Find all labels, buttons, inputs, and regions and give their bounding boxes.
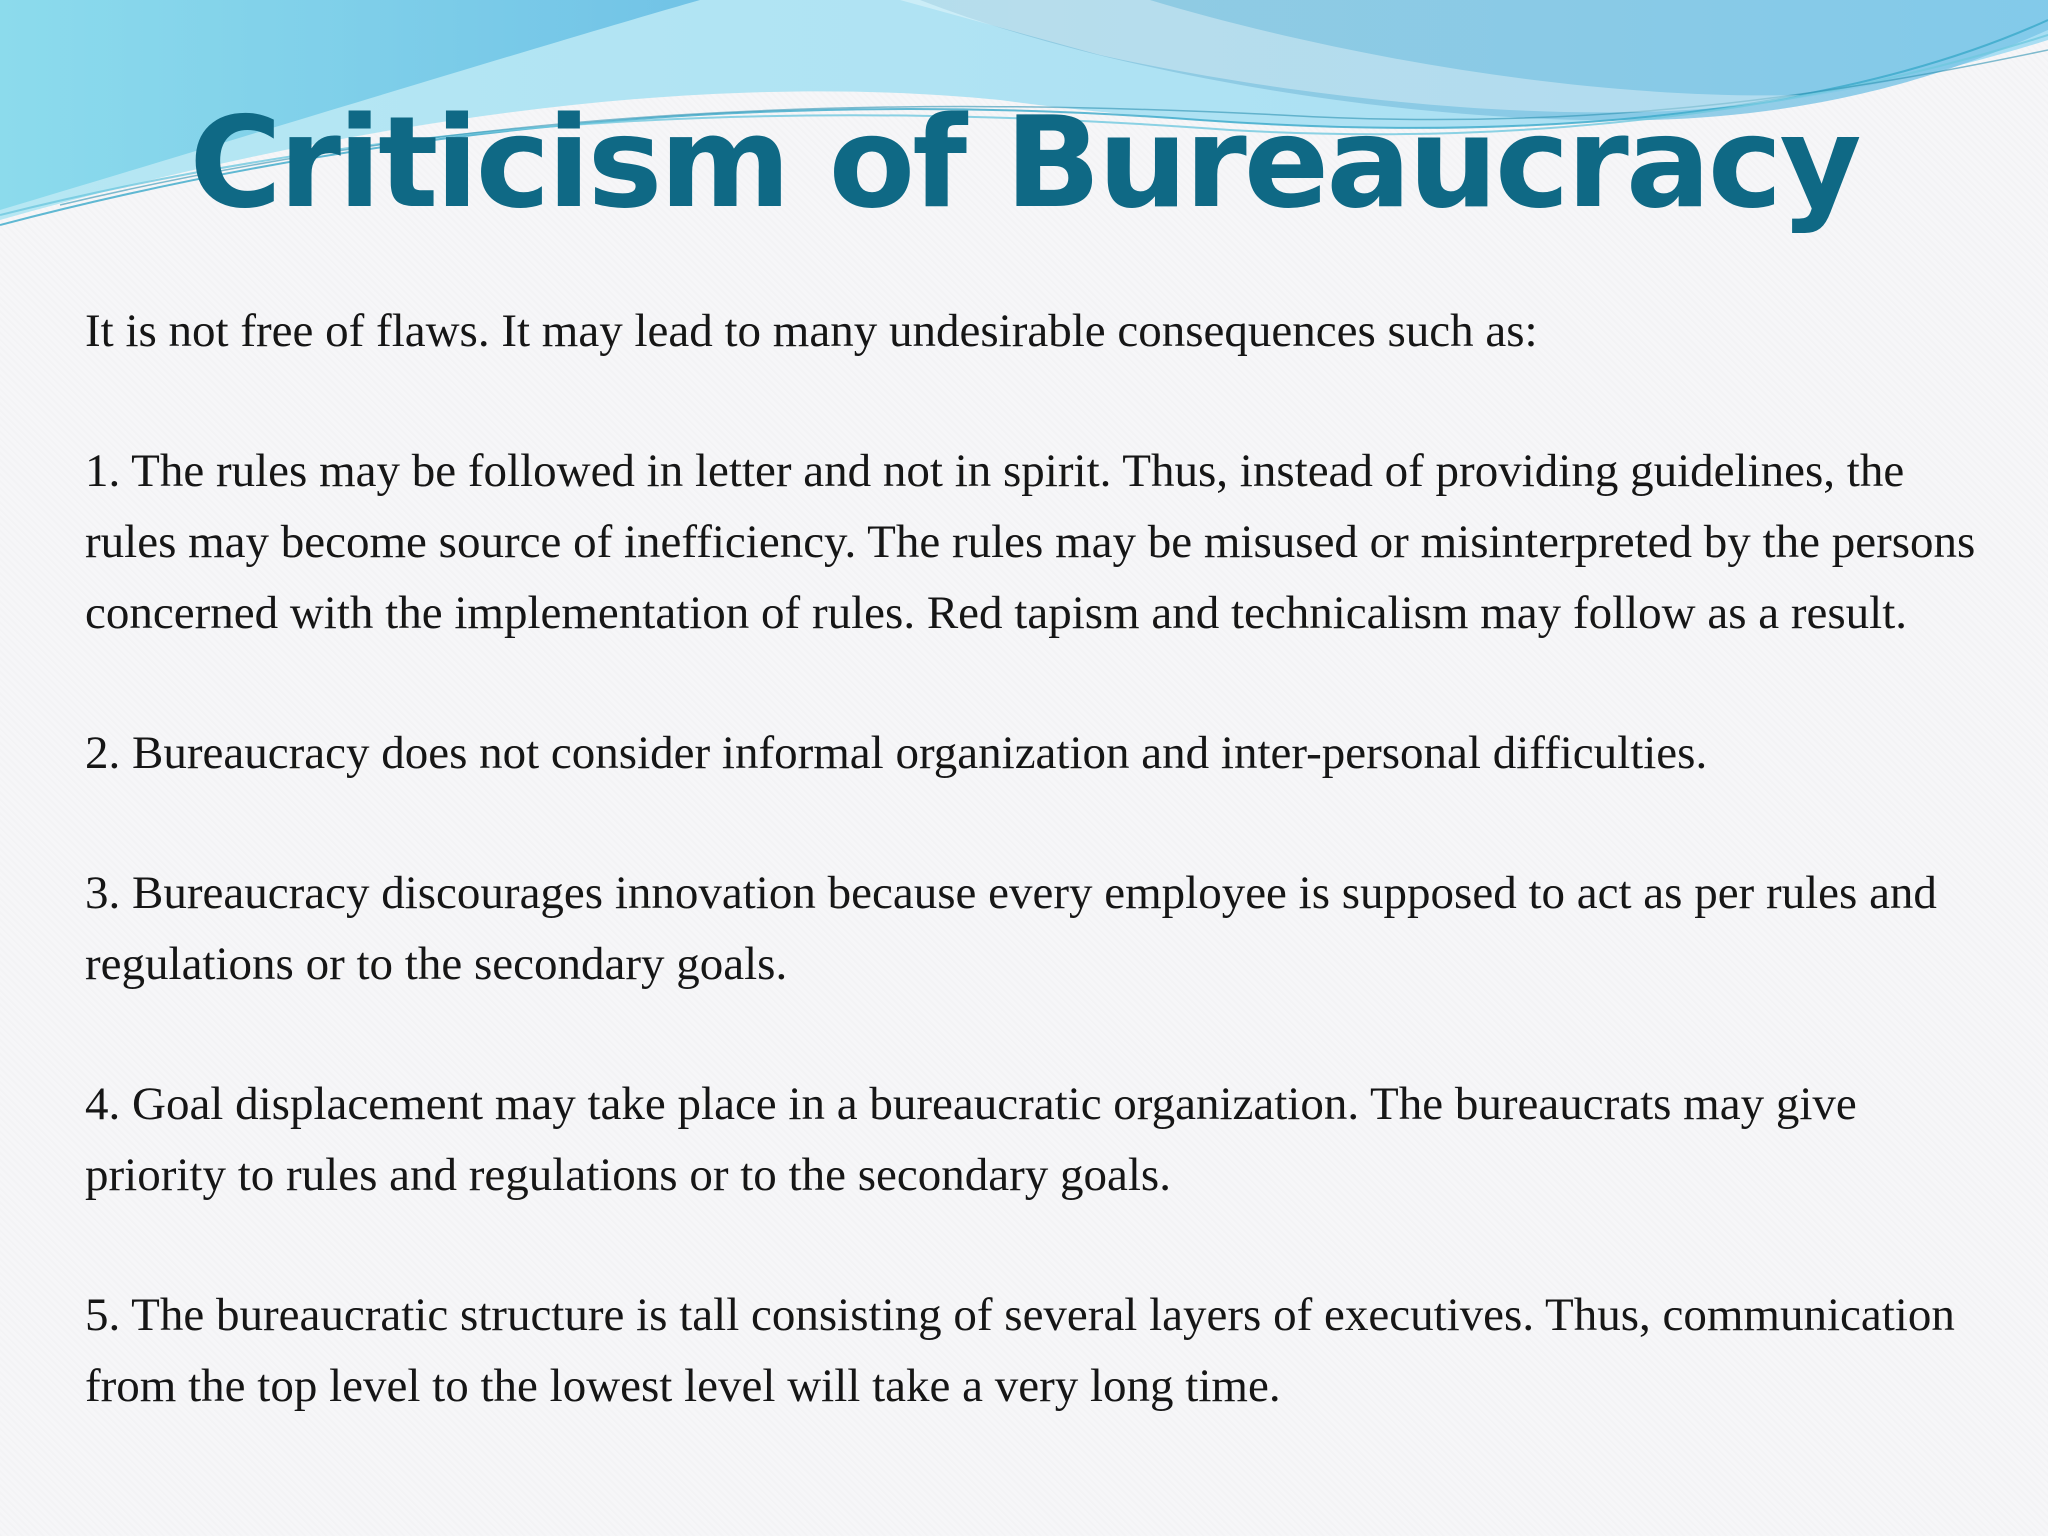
list-item: 1. The rules may be followed in letter and not in spirit. Thus, instead of providing guidelines, the rules may become source of inefficiency. The rules may be misused or misinterpreted by the persons concerned with the implementation of rules. Red tapism and technicalism may follow as a result. bbox=[85, 445, 1976, 639]
list-item: 3. Bureaucracy discourages innovation because every employee is supposed to act as per rules and regulations or to the secondary goals. bbox=[85, 867, 1937, 990]
list-item: 5. The bureaucratic structure is tall consisting of several layers of executives. Thus, communication from the top level to the lowest level will take a very long time. bbox=[85, 1289, 1955, 1412]
slide-body bbox=[85, 296, 1985, 1422]
list-item: 4. Goal displacement may take place in a bureaucratic organization. The bureaucrats may give priority to rules and regulations or to the secondary goals. bbox=[85, 1078, 1857, 1201]
slide-title: Criticism of Bureaucracy bbox=[189, 89, 1859, 236]
list-item: 2. Bureaucracy does not consider informal organization and inter-personal difficulties. bbox=[85, 727, 1708, 779]
intro-text: It is not free of flaws. It may lead to many undesirable consequences such as: bbox=[85, 305, 1538, 357]
